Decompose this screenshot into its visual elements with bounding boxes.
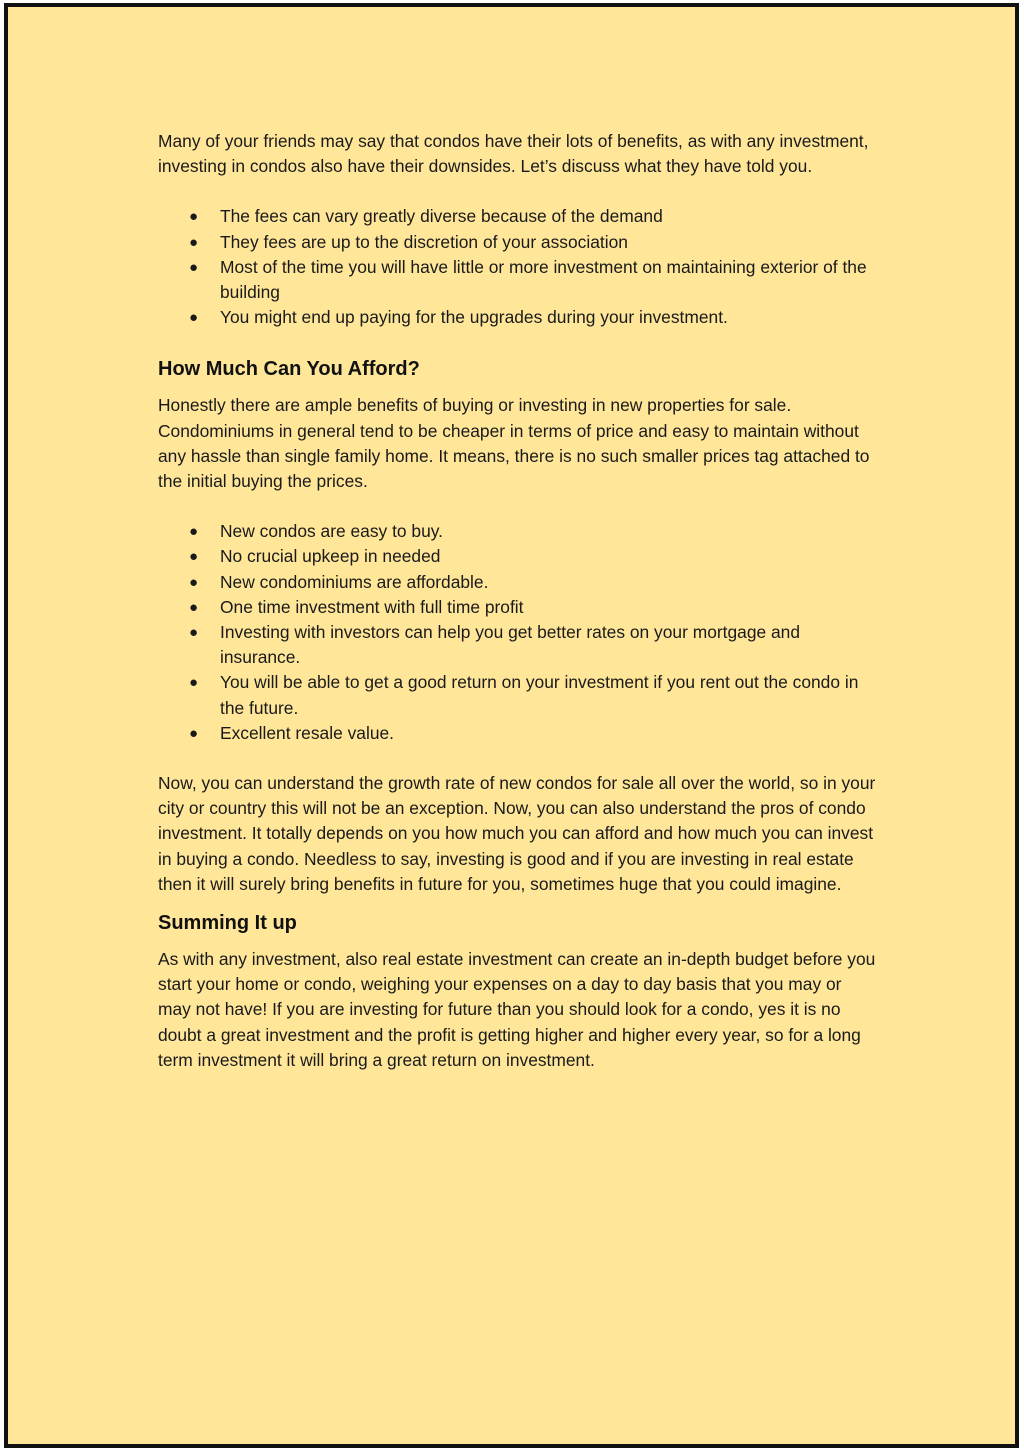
bullet-icon: ● (189, 309, 199, 327)
bullet-icon: ● (189, 724, 199, 742)
bullet-icon: ● (189, 573, 199, 591)
downsides-list (158, 204, 878, 330)
list-item: ● Excellent resale value. (220, 721, 878, 746)
bullet-icon: ● (189, 548, 199, 566)
list-item: ● Investing with investors can help you get better rates on your mortgage and insurance. (189, 622, 801, 668)
afford-heading: How Much Can You Afford? (158, 358, 420, 381)
bullet-icon: ● (189, 523, 199, 541)
document-content (158, 129, 878, 1073)
summary-heading: Summing It up (158, 912, 297, 935)
list-item: ● New condominiums are affordable. (220, 570, 878, 595)
list-item: ● New condos are easy to buy. (220, 519, 878, 544)
bullet-icon: ● (189, 233, 199, 251)
bullet-icon: ● (189, 674, 199, 692)
bullet-icon: ● (189, 624, 199, 642)
afford-conclusion-paragraph: Now, you can understand the growth rate of new condos for sale all over the world, so in your city or country this will not be an exception. Now, you can also understand the pros of condo investment. It totally depends on you how much you can afford and how much you can invest in buying a condo. Needless to say, investing is good and if you are investing in real estate then it will surely bring benefits in future for you, sometimes huge that you could imagine. (158, 773, 876, 894)
list-item: ● You will be able to get a good return on your investment if you rent out the condo in the future. (189, 672, 859, 718)
afford-paragraph: Honestly there are ample benefits of buying or investing in new properties for sale. Condominiums in general tend to be cheaper in terms of price and easy to maintain without any hassle than single family home. It means, there is no such smaller prices tag attached to the initial buying the prices. (158, 395, 870, 492)
list-item: ● The fees can vary greatly diverse because of the demand (220, 204, 878, 229)
list-item: ● They fees are up to the discretion of your association (220, 230, 878, 255)
list-item: ● You might end up paying for the upgrades during your investment. (220, 305, 878, 330)
benefits-list (158, 519, 878, 746)
bullet-icon: ● (189, 208, 199, 226)
list-item: ● Most of the time you will have little or more investment on maintaining exterior of the building (189, 256, 867, 303)
intro-paragraph: Many of your friends may say that condos have their lots of benefits, as with any investment, investing in condos also have their downsides. Let’s discuss what they have told you. (158, 131, 869, 177)
bullet-icon: ● (189, 258, 199, 276)
summary-paragraph: As with any investment, also real estate investment can create an in-depth budget before you start your home or condo, weighing your expenses on a day to day basis that you may or may not have! If you are investing for future than you should look for a condo, yes it is no doubt a great investment and the profit is getting higher and higher every year, so for a long term investment it will bring a great return on investment. (158, 949, 876, 1070)
document-page (4, 3, 1019, 1448)
bullet-icon: ● (189, 598, 199, 616)
list-item: ● One time investment with full time profit (220, 595, 878, 620)
list-item: ● No crucial upkeep in needed (220, 544, 878, 569)
